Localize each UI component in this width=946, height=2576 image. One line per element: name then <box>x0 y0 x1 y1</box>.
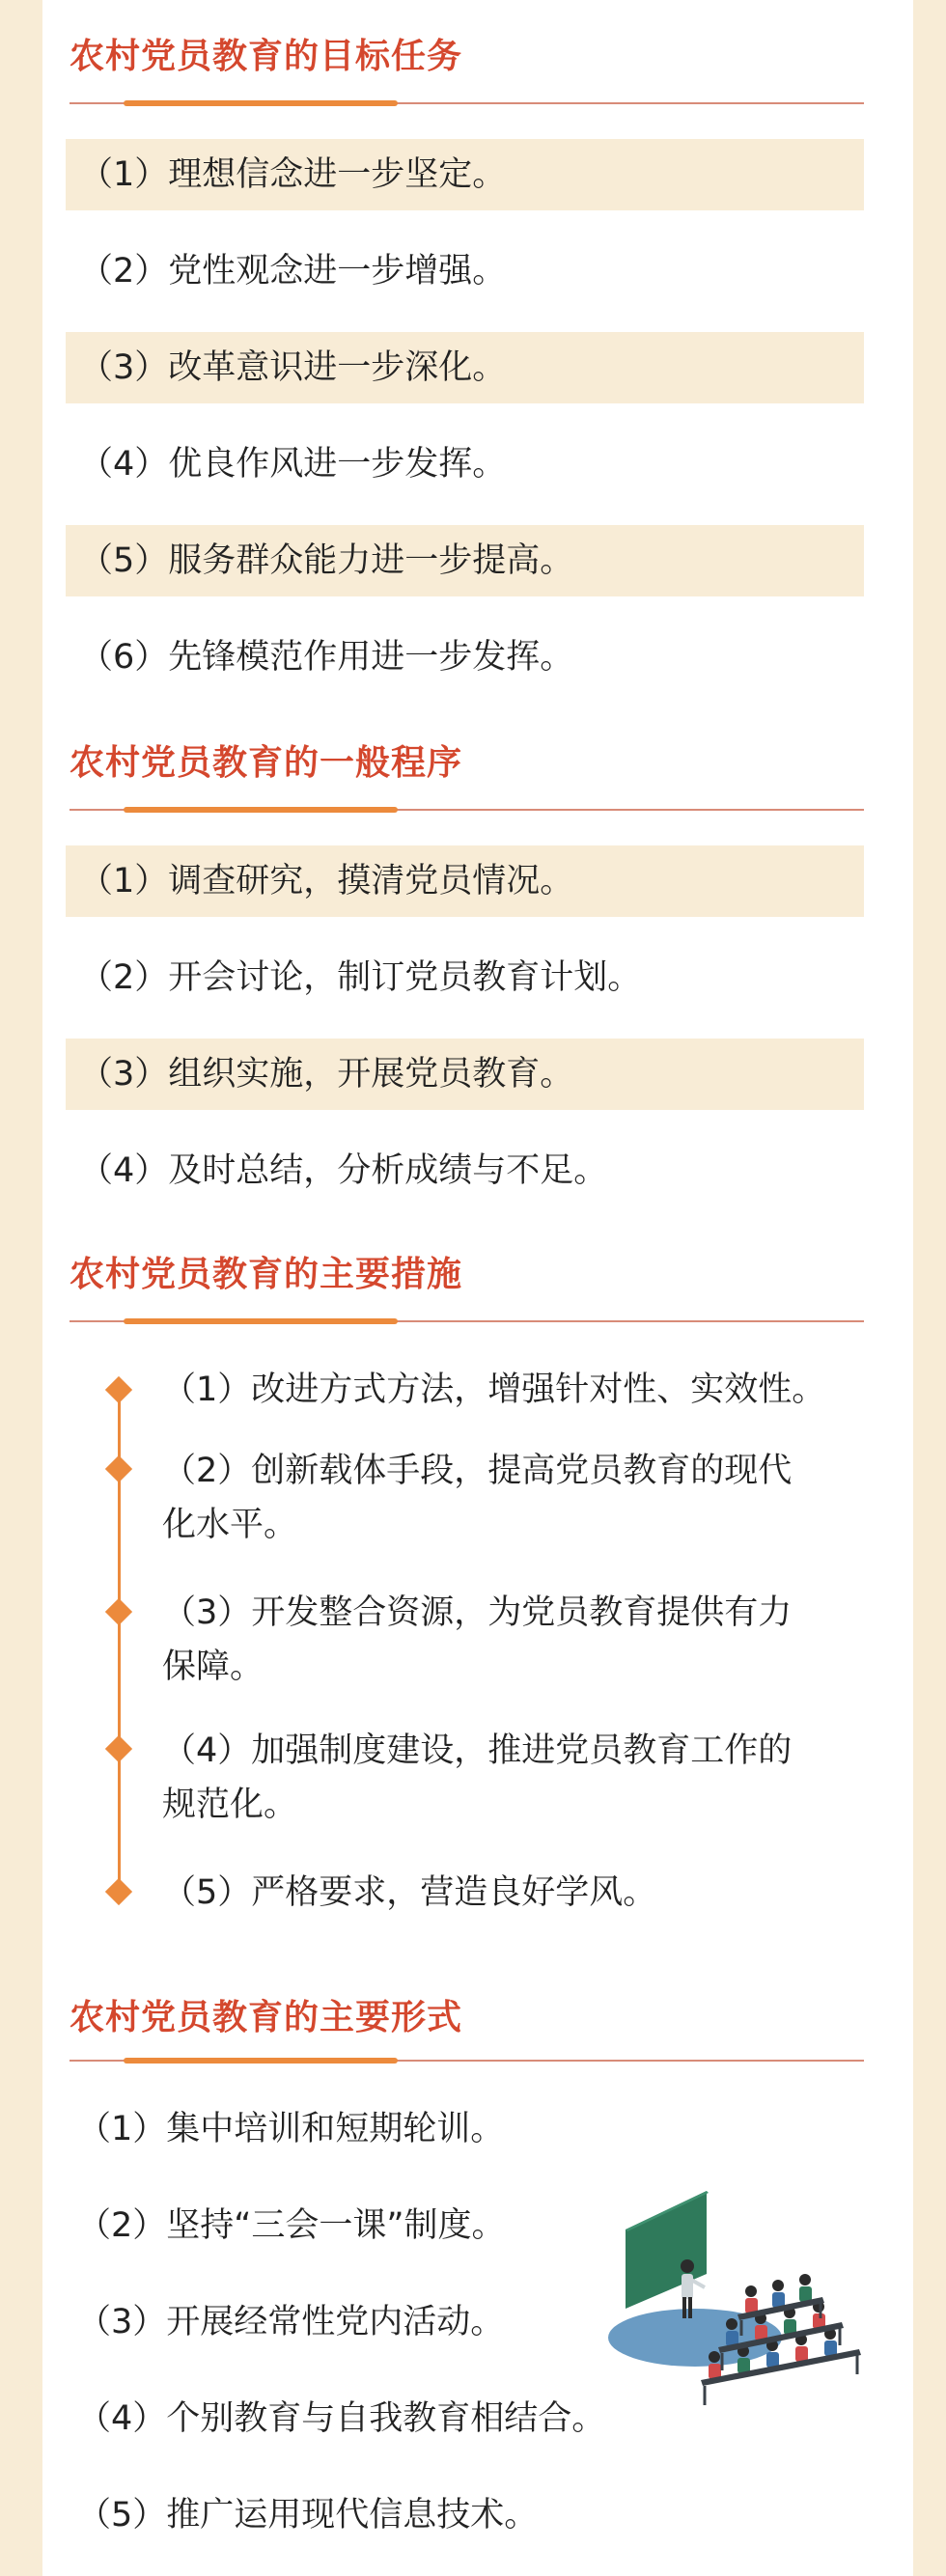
measure-item: （2）创新载体手段，提高党员教育的现代 化水平。 <box>162 1452 793 1544</box>
procedure-item: （2）开会讨论，制订党员教育计划。 <box>79 958 642 997</box>
form-item: （2）坚持“三会一课”制度。 <box>77 2206 506 2245</box>
form-item: （1）集中培训和短期轮训。 <box>77 2110 505 2148</box>
classroom-lecture-icon <box>606 2191 867 2423</box>
procedure-item: （4）及时总结，分析成绩与不足。 <box>79 1151 608 1190</box>
form-item: （4）个别教育与自我教育相结合。 <box>77 2399 606 2438</box>
section-title-measures: 农村党员教育的主要措施 <box>70 1255 463 1294</box>
goal-item: （3）改革意识进一步深化。 <box>66 332 864 403</box>
goal-item: （2）党性观念进一步增强。 <box>79 252 507 291</box>
measure-item: （3）开发整合资源，为党员教育提供有力 保障。 <box>162 1593 793 1686</box>
measure-item: （5）严格要求，营造良好学风。 <box>162 1873 657 1912</box>
section-title-goals: 农村党员教育的目标任务 <box>70 37 463 76</box>
section-title-procedure: 农村党员教育的一般程序 <box>70 743 463 783</box>
measure-item: （4）加强制度建设，推进党员教育工作的 规范化。 <box>162 1731 793 1824</box>
goal-item: （5）服务群众能力进一步提高。 <box>66 525 864 596</box>
title-accent <box>124 1318 398 1324</box>
section-title-forms: 农村党员教育的主要形式 <box>70 1998 463 2037</box>
procedure-item: （3）组织实施，开展党员教育。 <box>66 1039 864 1110</box>
title-accent <box>124 2058 398 2064</box>
procedure-item: （1）调查研究，摸清党员情况。 <box>66 845 864 917</box>
title-accent <box>124 100 398 106</box>
form-item: （3）开展经常性党内活动。 <box>77 2303 505 2341</box>
measure-item: （1）改进方式方法，增强针对性、实效性。 <box>162 1371 826 1409</box>
goal-item: （6）先锋模范作用进一步发挥。 <box>79 638 574 677</box>
goal-item: （1）理想信念进一步坚定。 <box>66 139 864 210</box>
title-accent <box>124 807 398 813</box>
goal-item: （4）优良作风进一步发挥。 <box>79 445 507 484</box>
form-item: （5）推广运用现代信息技术。 <box>77 2496 539 2534</box>
